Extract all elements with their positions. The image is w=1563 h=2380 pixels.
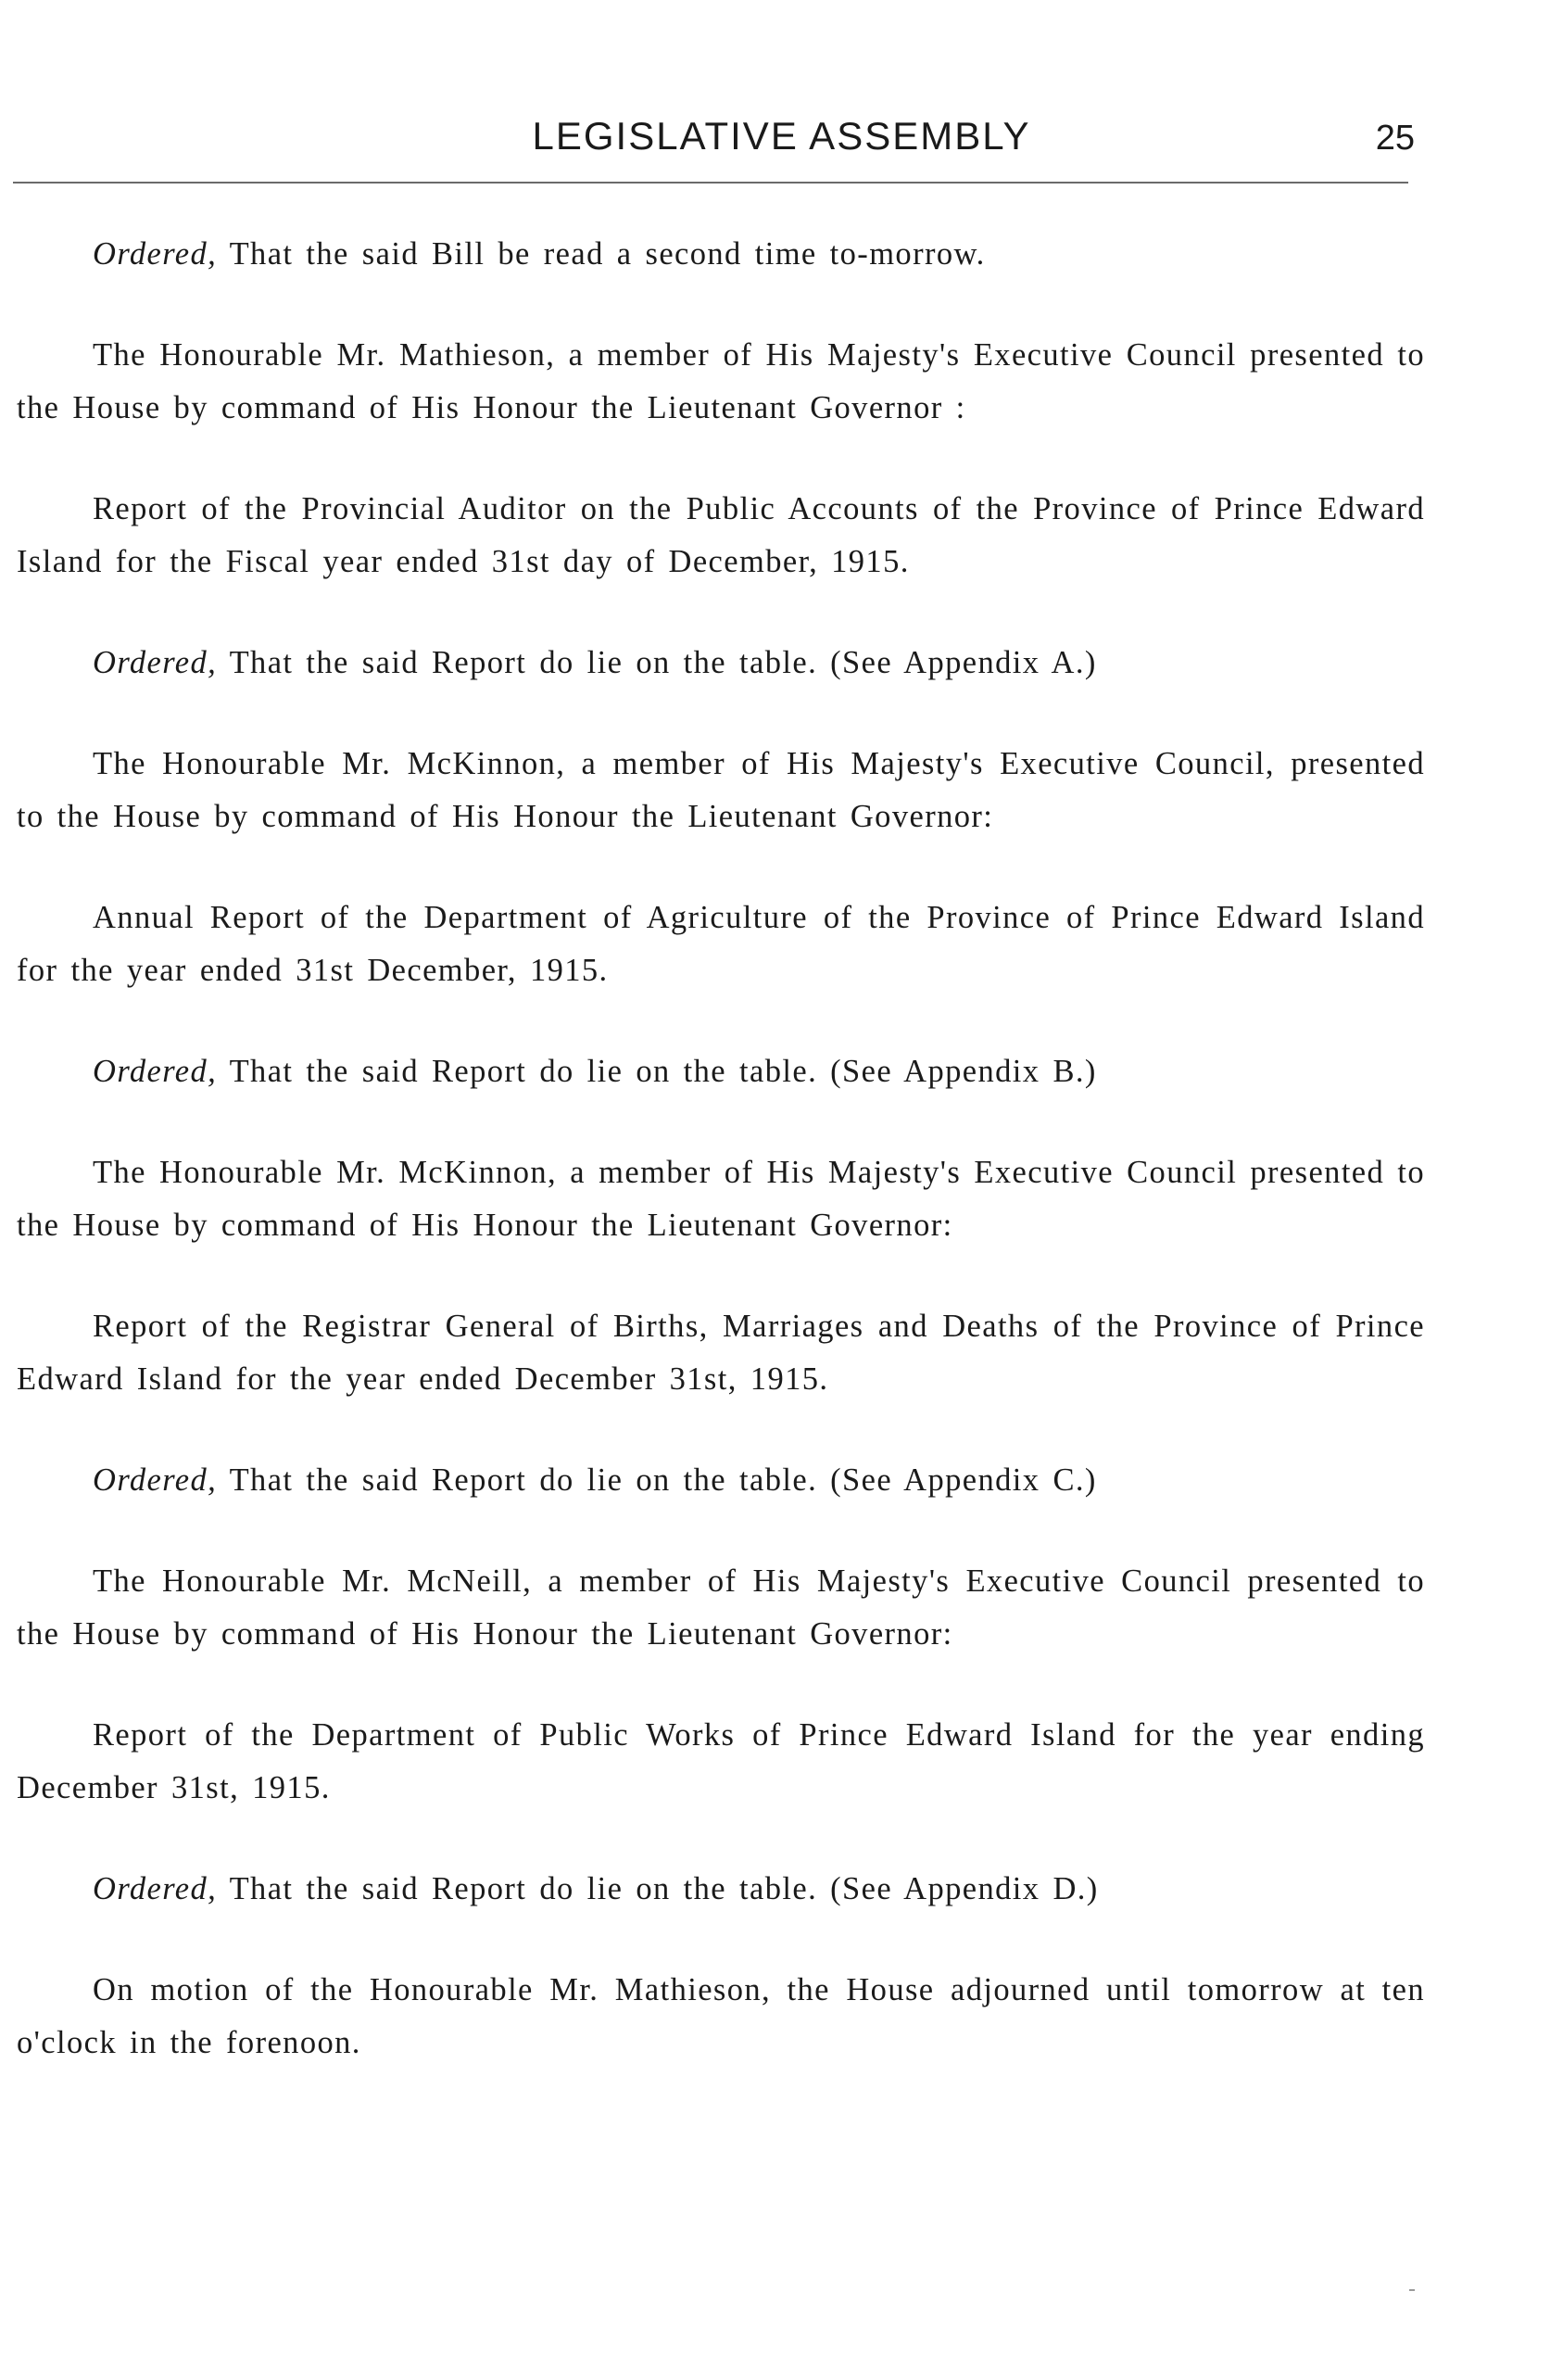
header-rule [13, 182, 1408, 184]
paragraph-text: That the said Report do lie on the table. (See Appendix C.) [217, 1462, 1097, 1498]
paragraph: Report of the Department of Public Works of Prince Edward Island for the year ending December 31st, 1915. [17, 1717, 1425, 1805]
ordered-lead: Ordered, [93, 1462, 218, 1498]
ordered-paragraph [17, 1863, 1425, 1916]
page-title: LEGISLATIVE ASSEMBLY [532, 114, 1031, 158]
paragraph-text: That the said Report do lie on the table. (See Appendix A.) [217, 645, 1097, 680]
paragraph: The Honourable Mr. McKinnon, a member of His Majesty's Executive Council, presented to the House by command of His Honour the Lieutenant Governor: [17, 746, 1425, 834]
ordered-paragraph [17, 1045, 1425, 1098]
paragraph: The Honourable Mr. McKinnon, a member of His Majesty's Executive Council presented to the House by command of His Honour the Lieutenant Governor: [17, 1155, 1425, 1243]
ordered-lead: Ordered, [93, 645, 218, 680]
ordered-lead: Ordered, [93, 1871, 218, 1906]
ordered-paragraph [17, 637, 1425, 690]
paragraph-text: That the said Bill be read a second time to-morrow. [217, 236, 986, 272]
ordered-paragraph [17, 1454, 1425, 1507]
paragraph: Annual Report of the Department of Agriculture of the Province of Prince Edward Island for the year ended 31st December, 1915. [17, 900, 1425, 988]
ordered-lead: Ordered, [93, 1054, 218, 1089]
body-text [17, 228, 1425, 2118]
paragraph: Report of the Registrar General of Births, Marriages and Deaths of the Province of Prince Edward Island for the year ended December 31st, 1915. [17, 1309, 1425, 1397]
paragraph-text: That the said Report do lie on the table. (See Appendix B.) [217, 1054, 1097, 1089]
paragraph: The Honourable Mr. Mathieson, a member of His Majesty's Executive Council presented to the House by command of His Honour the Lieutenant Governor : [17, 337, 1425, 425]
page-speck [1409, 2289, 1415, 2291]
paragraph: On motion of the Honourable Mr. Mathieson, the House adjourned until tomorrow at ten o'clock in the forenoon. [17, 1972, 1425, 2060]
ordered-paragraph [17, 228, 1425, 281]
paragraph: The Honourable Mr. McNeill, a member of His Majesty's Executive Council presented to the House by command of His Honour the Lieutenant Governor: [17, 1563, 1425, 1652]
paragraph-text: That the said Report do lie on the table. (See Appendix D.) [217, 1871, 1099, 1906]
page-header [0, 104, 1563, 169]
page-number: 25 [1375, 119, 1415, 158]
ordered-lead: Ordered, [93, 236, 218, 272]
paragraph: Report of the Provincial Auditor on the Public Accounts of the Province of Prince Edward Island for the Fiscal year ended 31st day of December, 1915. [17, 491, 1425, 579]
